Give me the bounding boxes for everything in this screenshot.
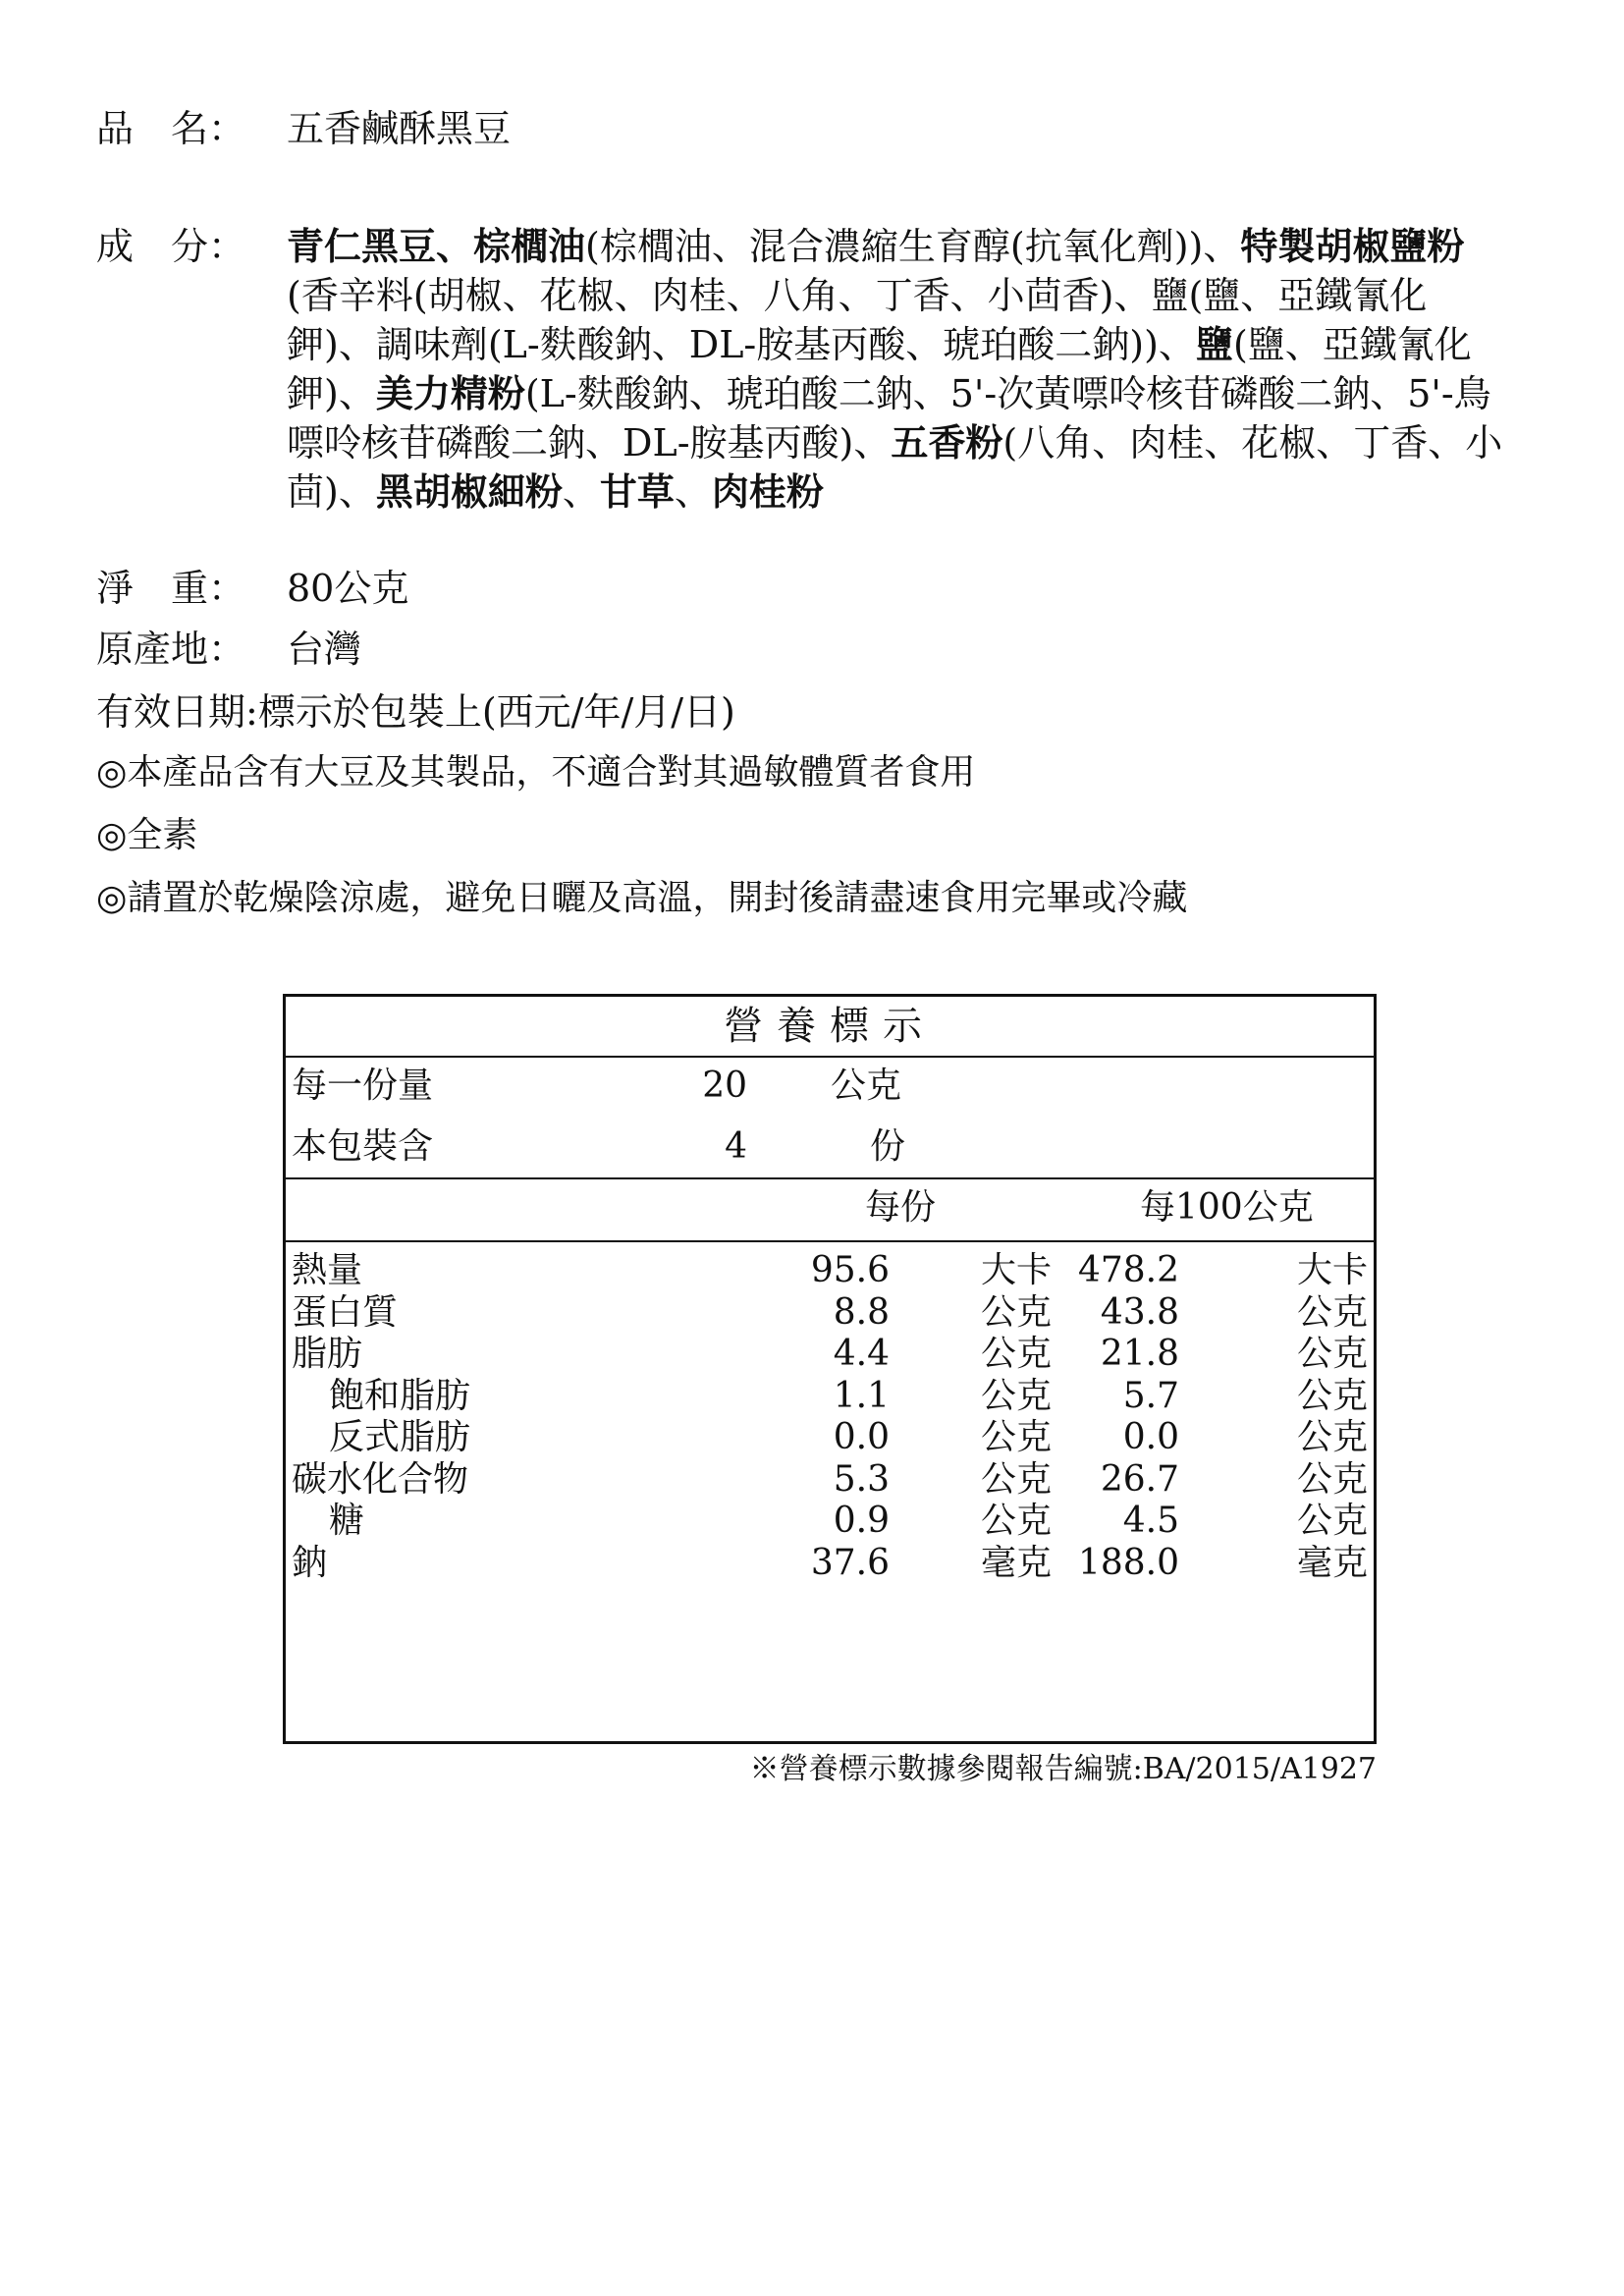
nutrient-per-serving-value: 0.9 xyxy=(833,1501,890,1541)
nutrient-per-100g-value: 4.5 xyxy=(1122,1501,1179,1541)
ingredients-label: 成 分： xyxy=(96,225,246,268)
nutrient-per-100g-value: 188.0 xyxy=(1077,1543,1179,1583)
expiry-value: 標示於包裝上(西元/年/月/日) xyxy=(257,690,735,734)
expiry-label: 有效日期: xyxy=(96,690,258,734)
ingredient-text: 茴)、 xyxy=(287,470,376,514)
ingredient-bold-text: 美力精粉 xyxy=(375,371,525,415)
nutrient-per-100g-value: 21.8 xyxy=(1100,1334,1179,1374)
col-per-100g: 每100公克 xyxy=(1140,1187,1314,1228)
nutrition-table xyxy=(283,994,1377,1744)
nutrient-per-100g-value: 478.2 xyxy=(1077,1250,1179,1290)
expiry-field xyxy=(96,687,735,737)
nutrient-label: 糖 xyxy=(329,1501,365,1541)
nutrient-label: 熱量 xyxy=(292,1250,363,1290)
ingredient-text: (八角、肉桂、花椒、丁香、小 xyxy=(1002,421,1503,465)
nutrient-per-100g-value: 26.7 xyxy=(1100,1459,1179,1500)
nutrient-per-100g-unit: 大卡 xyxy=(1297,1250,1369,1290)
storage-note: ◎請置於乾燥陰涼處，避免日曬及高溫，開封後請盡速食用完畢或冷藏 xyxy=(96,878,1188,918)
ingredient-text: (L-麩酸鈉、琥珀酸二鈉、5'-次黃嘌呤核苷磷酸二鈉、5'-鳥 xyxy=(524,372,1491,415)
nutrient-label: 飽和脂肪 xyxy=(329,1376,471,1416)
nutrient-per-100g-unit: 公克 xyxy=(1297,1334,1369,1374)
origin-value: 台灣 xyxy=(287,628,362,671)
nutrition-footnote: ※營養標示數據參閱報告編號:BA/2015/A1927 xyxy=(749,1752,1377,1786)
ingredient-bold-text: 棕櫚油 xyxy=(473,224,586,268)
servings-value: 4 xyxy=(725,1126,747,1167)
ingredient-bold-text: 肉桂粉 xyxy=(711,469,824,514)
serving-size-label: 每一份量 xyxy=(292,1066,434,1106)
nutrient-per-100g-unit: 公克 xyxy=(1297,1292,1369,1333)
ingredient-text: (鹽、亞鐵氰化 xyxy=(1232,323,1472,366)
net-weight-label: 淨 重： xyxy=(96,567,246,610)
ingredient-bold-text: 特製胡椒鹽粉 xyxy=(1240,224,1465,268)
nutrient-per-serving-value: 4.4 xyxy=(833,1334,890,1374)
ingredients-line xyxy=(287,320,1502,369)
nutrient-per-serving-unit: 公克 xyxy=(981,1501,1053,1541)
ingredients-line xyxy=(287,222,1502,271)
ingredient-bold-text: 鹽 xyxy=(1195,322,1233,366)
net-weight-field xyxy=(96,564,408,613)
nutrient-per-serving-value: 37.6 xyxy=(810,1543,890,1583)
ingredient-bold-text: 甘草 xyxy=(599,469,675,514)
nutrient-per-serving-unit: 公克 xyxy=(981,1459,1053,1500)
origin-field xyxy=(96,625,361,674)
origin-label: 原產地： xyxy=(96,628,246,671)
ingredient-bold-text: 、 xyxy=(436,224,474,268)
nutrient-per-100g-value: 0.0 xyxy=(1122,1417,1179,1457)
serving-size-unit: 公克 xyxy=(831,1066,902,1106)
nutrient-per-serving-unit: 公克 xyxy=(981,1376,1053,1416)
nutrient-label: 碳水化合物 xyxy=(292,1459,469,1500)
nutrient-per-100g-value: 5.7 xyxy=(1122,1376,1179,1416)
nutrient-per-100g-value: 43.8 xyxy=(1100,1292,1179,1333)
ingredient-text: (棕櫚油、混合濃縮生育醇(抗氧化劑))、 xyxy=(585,225,1241,268)
nutrient-per-100g-unit: 公克 xyxy=(1297,1376,1369,1416)
ingredients-line xyxy=(287,418,1502,467)
ingredient-text: 嘌呤核苷磷酸二鈉、DL-胺基丙酸)、 xyxy=(287,421,892,465)
nutrient-label: 蛋白質 xyxy=(292,1292,399,1333)
nutrient-per-serving-value: 5.3 xyxy=(833,1459,890,1500)
nutrition-title: 營養標示 xyxy=(724,1004,936,1049)
ingredient-bold-text: 青仁黑豆 xyxy=(287,224,437,268)
allergen-note: ◎本產品含有大豆及其製品，不適合對其過敏體質者食用 xyxy=(96,752,976,793)
nutrient-per-serving-value: 95.6 xyxy=(810,1250,890,1290)
ingredients-line xyxy=(287,271,1502,320)
nutrient-per-serving-unit: 公克 xyxy=(981,1417,1053,1457)
nutrient-per-serving-value: 8.8 xyxy=(833,1292,890,1333)
ingredient-bold-text: 黑胡椒細粉 xyxy=(375,469,563,514)
nutrient-per-serving-unit: 大卡 xyxy=(981,1250,1053,1290)
vegan-note: ◎全素 xyxy=(96,815,198,855)
product-name-label: 品 名： xyxy=(96,107,246,150)
product-name-value: 五香鹹酥黑豆 xyxy=(287,107,512,150)
nutrient-per-serving-unit: 毫克 xyxy=(981,1543,1053,1583)
ingredient-text: 鉀)、 xyxy=(287,372,376,415)
nutrient-per-100g-unit: 毫克 xyxy=(1297,1543,1369,1583)
nutrient-per-serving-unit: 公克 xyxy=(981,1292,1053,1333)
ingredient-bold-text: 五香粉 xyxy=(891,420,1003,465)
servings-unit: 份 xyxy=(870,1126,906,1167)
nutrient-label: 反式脂肪 xyxy=(329,1417,471,1457)
net-weight-value: 80公克 xyxy=(287,567,409,610)
nutrient-per-serving-unit: 公克 xyxy=(981,1334,1053,1374)
serving-size-value: 20 xyxy=(702,1066,747,1106)
table-divider xyxy=(286,1177,1374,1179)
nutrient-label: 鈉 xyxy=(292,1543,328,1583)
nutrient-per-100g-unit: 公克 xyxy=(1297,1459,1369,1500)
ingredients-line xyxy=(287,467,1502,517)
nutrient-per-100g-unit: 公克 xyxy=(1297,1501,1369,1541)
product-name-field xyxy=(96,104,511,153)
nutrient-per-100g-unit: 公克 xyxy=(1297,1417,1369,1457)
nutrient-per-serving-value: 0.0 xyxy=(833,1417,890,1457)
ingredients-field xyxy=(96,222,1502,517)
nutrient-label: 脂肪 xyxy=(292,1334,363,1374)
table-divider xyxy=(286,1240,1374,1242)
ingredient-text: 鉀)、調味劑(L-麩酸鈉、DL-胺基丙酸、琥珀酸二鈉))、 xyxy=(287,323,1196,366)
ingredients-line xyxy=(287,369,1502,418)
ingredient-text: (香辛料(胡椒、花椒、肉桂、八角、丁香、小茴香)、鹽(鹽、亞鐵氰化 xyxy=(287,274,1428,317)
ingredients-value xyxy=(287,222,1502,517)
ingredient-text: 、 xyxy=(562,470,600,514)
table-divider xyxy=(286,1056,1374,1058)
ingredient-text: 、 xyxy=(674,470,712,514)
col-per-serving: 每份 xyxy=(865,1187,937,1228)
nutrient-per-serving-value: 1.1 xyxy=(833,1376,890,1416)
servings-label: 本包裝含 xyxy=(292,1126,434,1167)
